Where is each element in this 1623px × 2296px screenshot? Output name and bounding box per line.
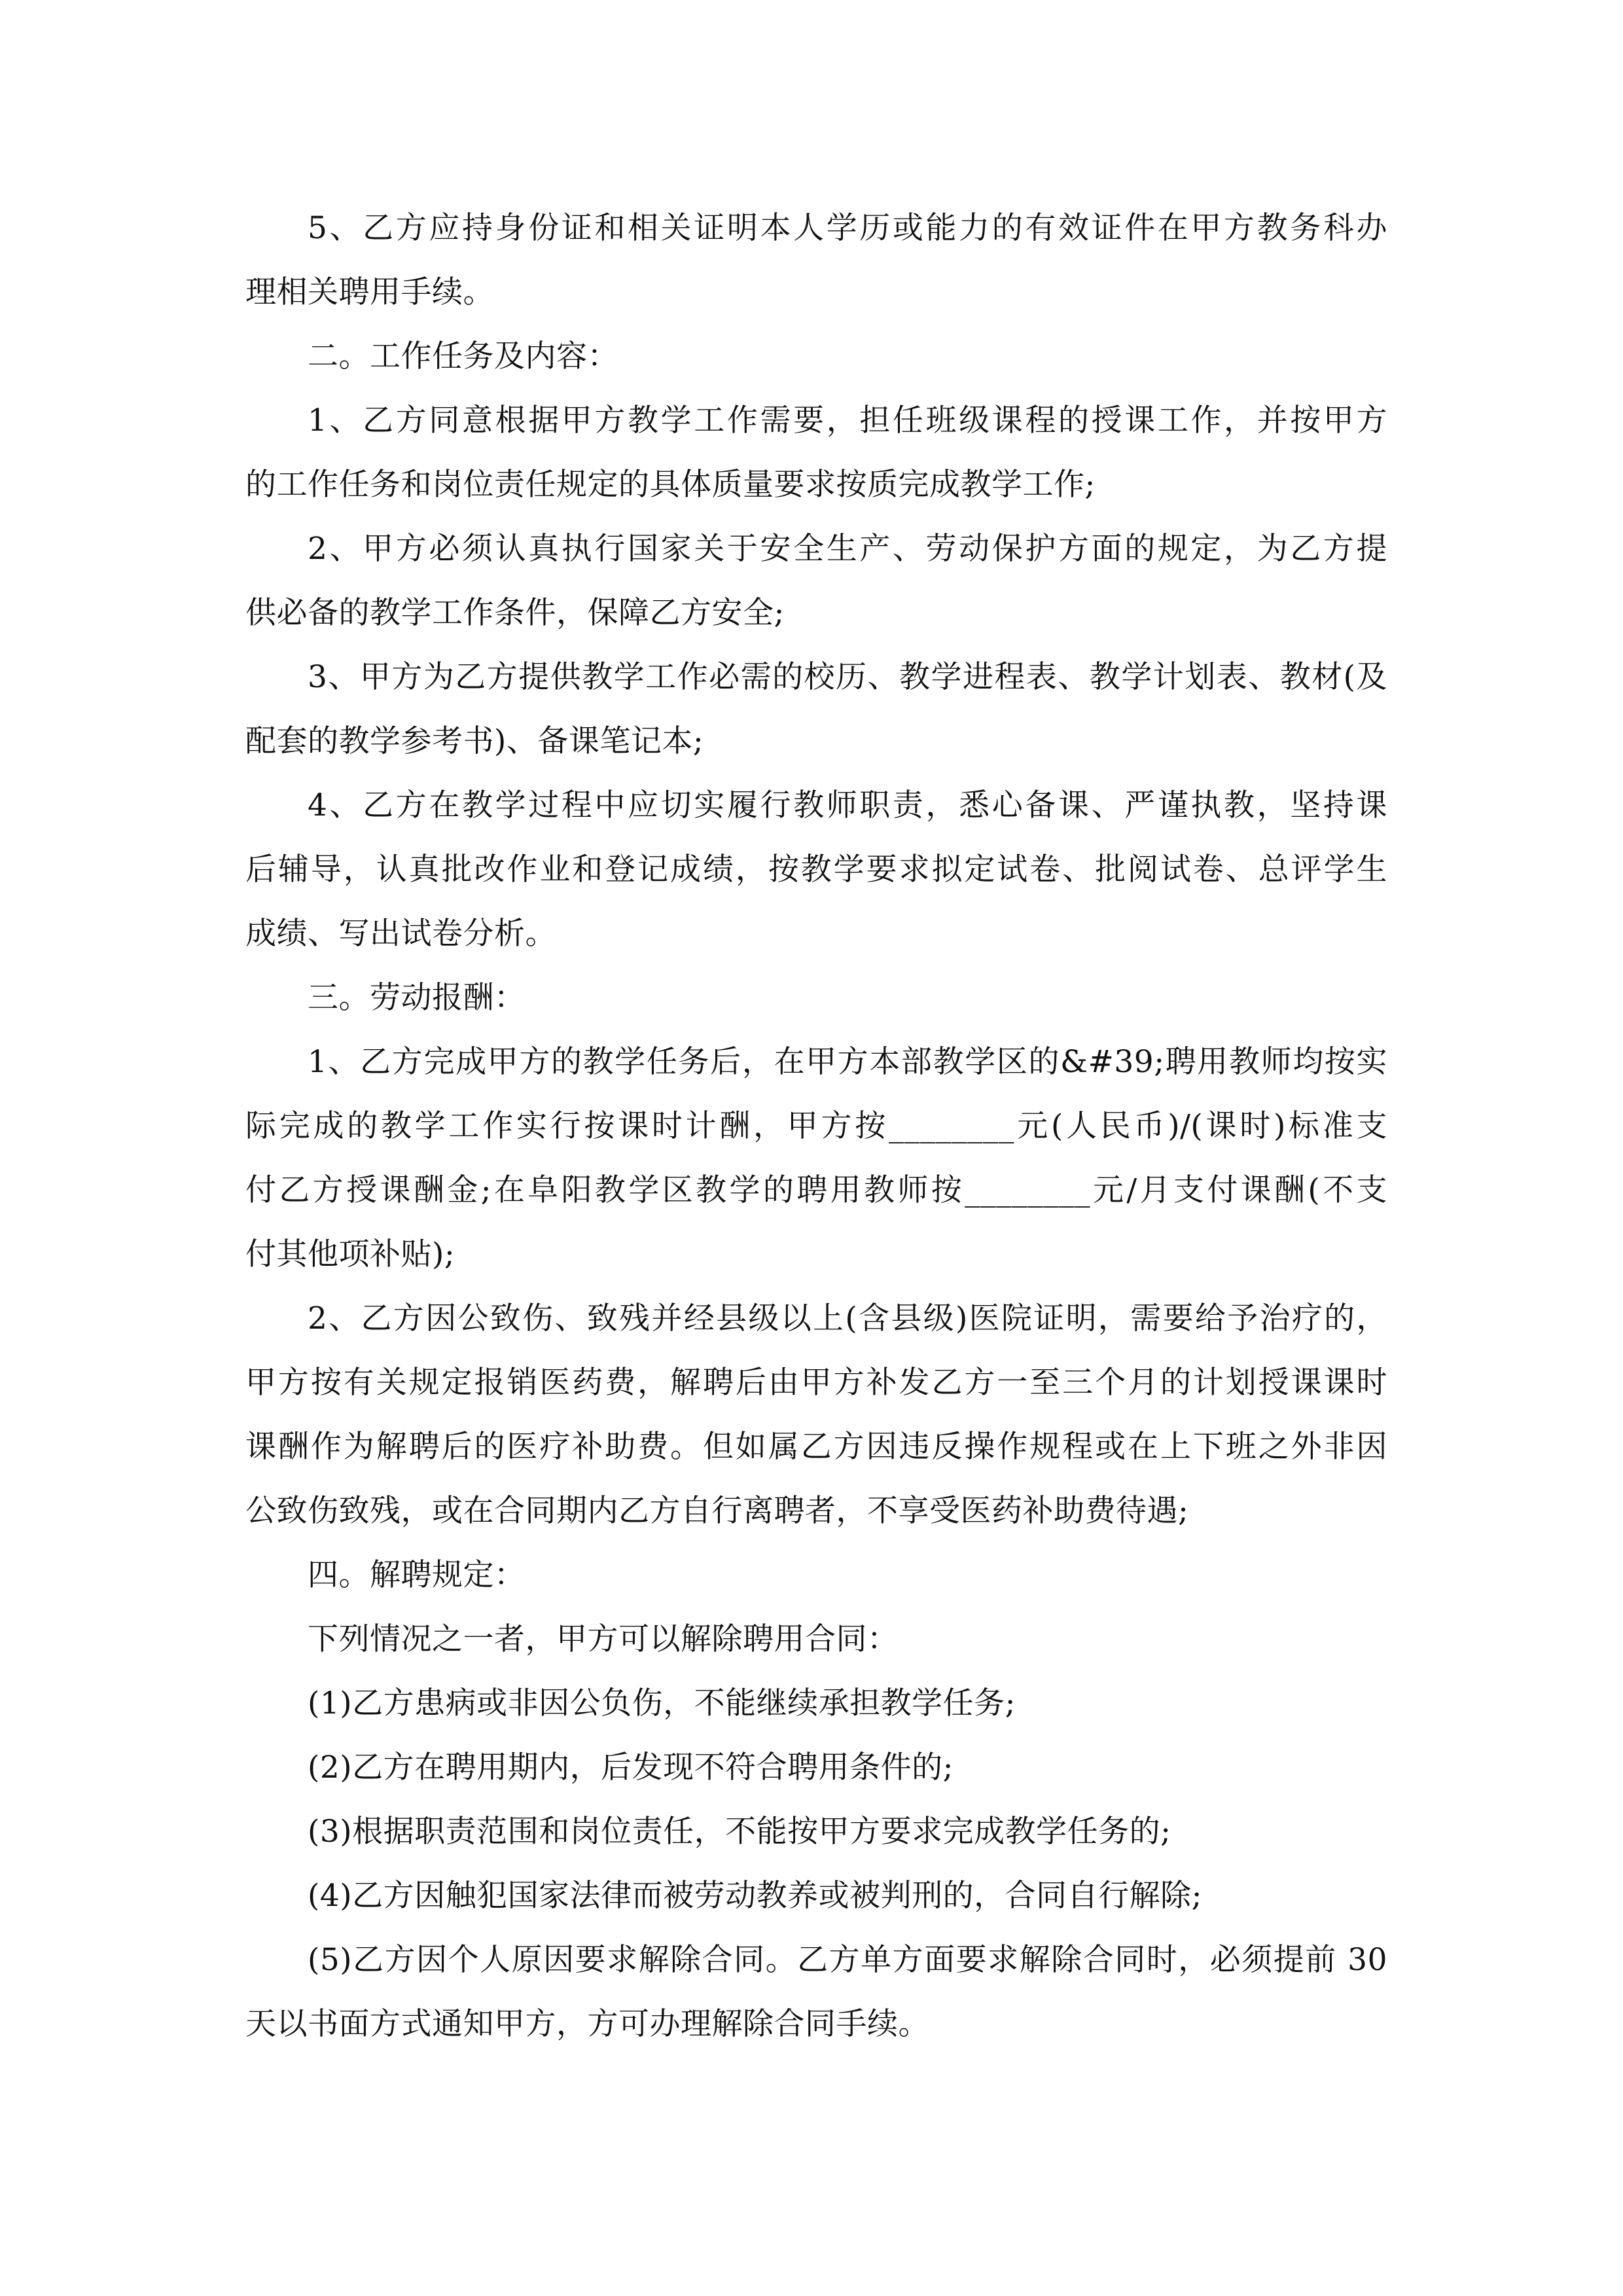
text-line: 理相关聘用手续。	[245, 274, 494, 310]
text-line: 四。解聘规定：	[308, 1557, 526, 1593]
text-line: 3、甲方为乙方提供教学工作必需的校历、教学进程表、教学计划表、教材(及	[308, 659, 1387, 695]
text-line: 课酬作为解聘后的医疗补助费。但如属乙方因违反操作规程或在上下班之外非因	[245, 1429, 1387, 1465]
text-line: 公致伤致残，或在合同期内乙方自行离聘者，不享受医药补助费待遇;	[245, 1493, 1189, 1529]
text-line: (2)乙方在聘用期内，后发现不符合聘用条件的;	[308, 1749, 954, 1785]
text-line: (1)乙方患病或非因公负伤，不能继续承担教学任务;	[308, 1685, 1016, 1721]
document-body	[245, 196, 1387, 2056]
text-line: 成绩、写出试卷分析。	[245, 916, 556, 952]
text-line: 付乙方授课酬金;在阜阳教学区教学的聘用教师按________元/月支付课酬(不支	[245, 1172, 1387, 1208]
text-line: 5、乙方应持身份证和相关证明本人学历或能力的有效证件在甲方教务科办	[308, 210, 1387, 246]
text-line: 下列情况之一者，甲方可以解除聘用合同：	[308, 1621, 899, 1657]
text-line: 2、乙方因公致伤、致残并经县级以上(含县级)医院证明，需要给予治疗的，	[308, 1300, 1387, 1336]
text-line: (3)根据职责范围和岗位责任，不能按甲方要求完成教学任务的;	[308, 1814, 1171, 1850]
text-line: 际完成的教学工作实行按课时计酬，甲方按________元(人民币)/(课时)标准支	[245, 1108, 1387, 1144]
text-line: 2、甲方必须认真执行国家关于安全生产、劳动保护方面的规定，为乙方提	[308, 531, 1387, 567]
text-line: 三。劳动报酬：	[308, 980, 526, 1016]
text-line: 1、乙方同意根据甲方教学工作需要，担任班级课程的授课工作，并按甲方	[308, 403, 1387, 439]
text-line: 天以书面方式通知甲方，方可办理解除合同手续。	[245, 2006, 929, 2042]
text-line: 后辅导，认真批改作业和登记成绩，按教学要求拟定试卷、批阅试卷、总评学生	[245, 852, 1387, 888]
text-line: 二。工作任务及内容：	[308, 338, 618, 374]
text-line: 1、乙方完成甲方的教学任务后，在甲方本部教学区的&#39;聘用教师均按实	[308, 1044, 1387, 1080]
text-line: 甲方按有关规定报销医药费，解聘后由甲方补发乙方一至三个月的计划授课课时	[245, 1365, 1387, 1401]
text-line: 供必备的教学工作条件，保障乙方安全;	[245, 595, 785, 631]
text-line: 配套的教学参考书)、备课笔记本;	[245, 723, 704, 759]
text-line: (4)乙方因触犯国家法律而被劳动教养或被判刑的，合同自行解除;	[308, 1878, 1202, 1914]
text-line: 付其他项补贴);	[245, 1236, 455, 1272]
text-line: (5)乙方因个人原因要求解除合同。乙方单方面要求解除合同时，必须提前 30	[308, 1942, 1387, 1978]
text-line: 的工作任务和岗位责任规定的具体质量要求按质完成教学工作;	[245, 467, 1096, 503]
text-line: 4、乙方在教学过程中应切实履行教师职责，悉心备课、严谨执教，坚持课	[308, 787, 1387, 823]
